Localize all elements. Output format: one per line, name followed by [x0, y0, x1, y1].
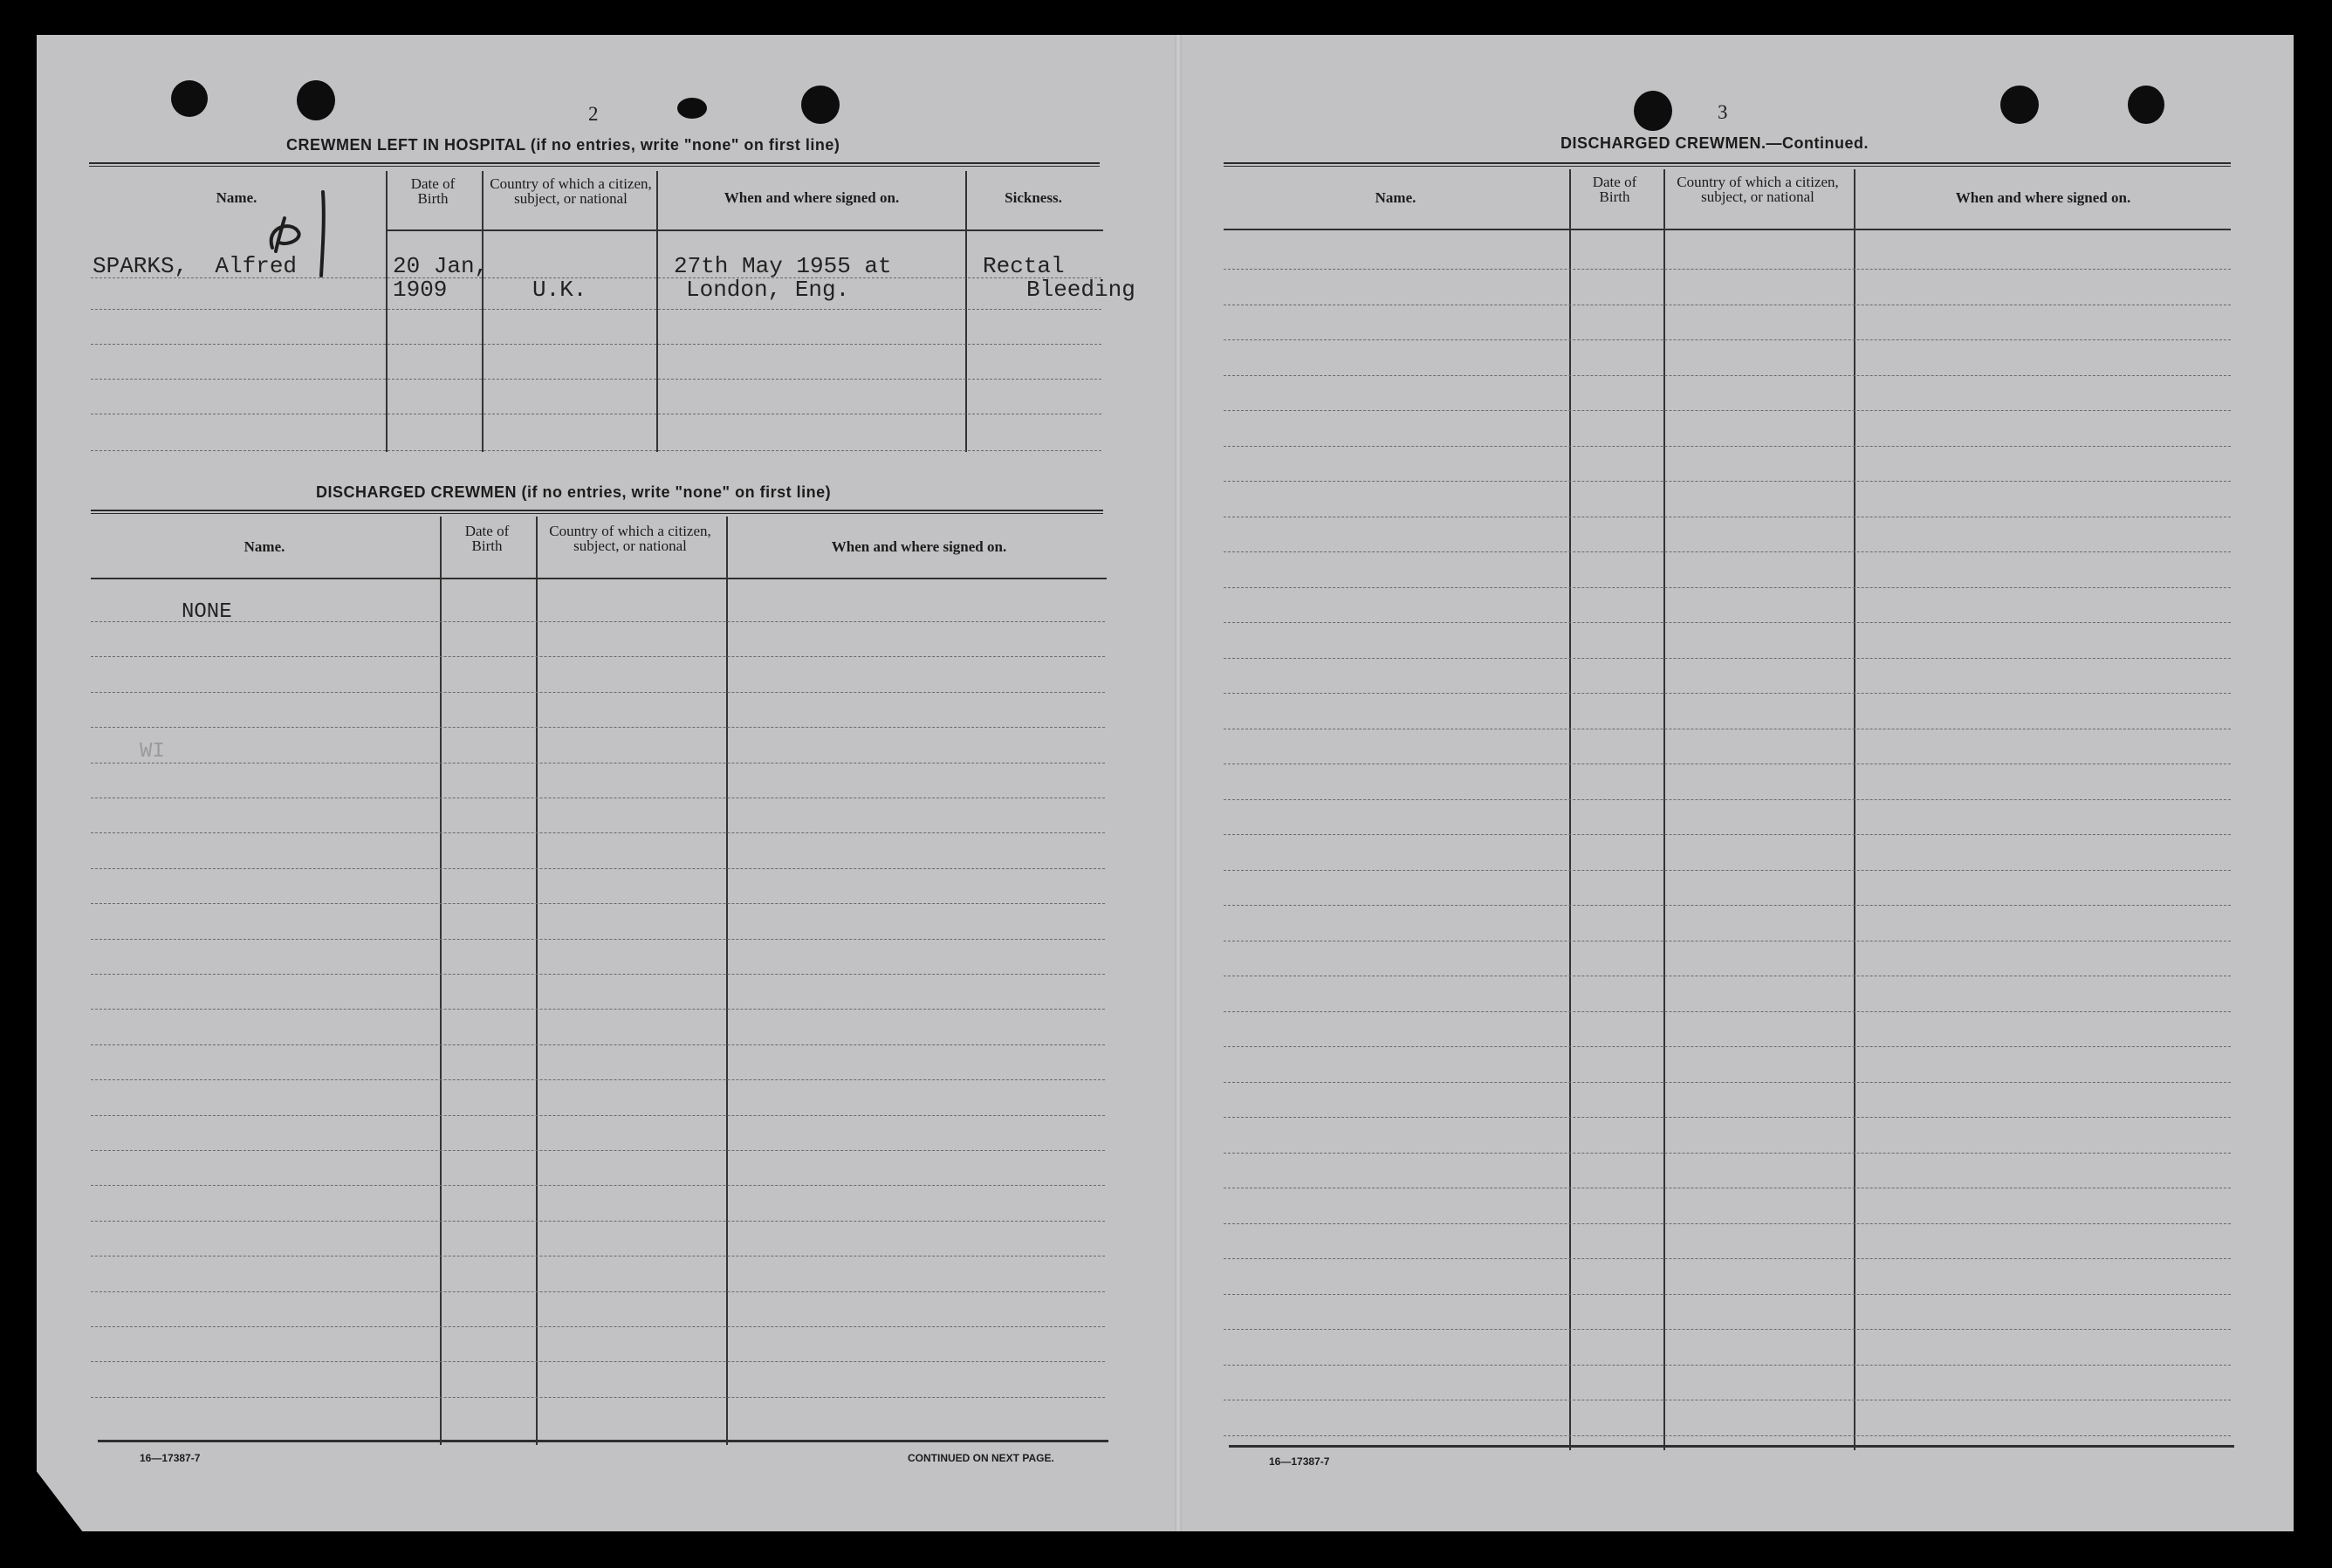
hospital-section-title: CREWMEN LEFT IN HOSPITAL (if no entries, write "none" on first line)	[286, 136, 840, 154]
header-sickness: Sickness.	[1005, 189, 1062, 206]
table-row-line	[1224, 1294, 2231, 1295]
table-row-line	[91, 1326, 1105, 1327]
table-row-line	[1224, 1365, 2231, 1366]
table-row-line	[1224, 1223, 2231, 1224]
crewman-sickness-1: Rectal	[983, 253, 1065, 279]
bottom-rule	[98, 1440, 1108, 1442]
table-row-line	[91, 344, 1101, 345]
table-row-line	[91, 692, 1105, 693]
table-row-line	[1224, 446, 2231, 447]
table-row-line	[91, 868, 1105, 869]
table-row-line	[91, 1291, 1105, 1292]
form-number: 16—17387-7	[140, 1452, 201, 1464]
section-rule	[1224, 162, 2231, 167]
table-row-line	[91, 309, 1101, 310]
discharged-section-title: DISCHARGED CREWMEN (if no entries, write "none" on first line)	[316, 483, 832, 501]
table-row-line	[1224, 799, 2231, 800]
form-number: 16—17387-7	[1269, 1455, 1330, 1468]
page-number: 2	[588, 103, 599, 125]
punch-hole	[171, 80, 208, 117]
header-country: Country of which a citizen, subject, or national	[549, 523, 711, 554]
table-row-line	[1224, 375, 2231, 376]
table-row-line	[91, 1185, 1105, 1186]
right-page	[1178, 35, 2294, 1531]
none-entry: NONE	[182, 600, 232, 624]
page-number: 3	[1718, 101, 1728, 123]
table-row-line	[91, 1221, 1105, 1222]
header-divider	[1224, 229, 2231, 230]
crewman-country: U.K.	[532, 277, 587, 303]
table-row-line	[91, 1361, 1105, 1362]
discharged-continued-title: DISCHARGED CREWMEN.—Continued.	[1560, 134, 1869, 152]
punch-hole	[1634, 91, 1672, 131]
table-row-line	[1224, 1082, 2231, 1083]
column-rule	[482, 171, 484, 452]
table-row-line	[1224, 1046, 2231, 1047]
punch-hole	[801, 86, 840, 124]
header-signed: When and where signed on.	[1955, 189, 2131, 206]
table-row-line	[91, 379, 1101, 380]
table-row-line	[91, 1044, 1105, 1045]
table-row-line	[91, 1079, 1105, 1080]
table-row-line	[1224, 834, 2231, 835]
punch-hole	[677, 98, 707, 119]
table-row-line	[91, 450, 1101, 451]
column-rule	[656, 171, 658, 452]
table-row-line	[1224, 870, 2231, 871]
table-row-line	[1224, 551, 2231, 552]
table-row-line	[1224, 410, 2231, 411]
table-row-line	[1224, 1329, 2231, 1330]
table-row-line	[91, 656, 1105, 657]
crewman-dob-year: 1909	[393, 277, 448, 303]
table-row-line	[1224, 658, 2231, 659]
table-row-line	[1224, 1435, 2231, 1436]
punch-hole	[2000, 86, 2039, 124]
header-country: Country of which a citizen, subject, or national	[490, 175, 652, 207]
table-row-line	[1224, 269, 2231, 270]
table-row-line	[91, 939, 1105, 940]
crewman-signed-date: 27th May 1955 at	[674, 253, 892, 279]
table-row-line	[91, 1115, 1105, 1116]
header-name: Name.	[1375, 189, 1416, 206]
table-row-line	[91, 1397, 1105, 1398]
table-row-line	[91, 832, 1105, 833]
crewman-signed-place: London, Eng.	[686, 277, 850, 303]
crewman-name: SPARKS, Alfred	[93, 253, 298, 279]
section-rule	[89, 162, 1100, 167]
crewman-dob-day: 20 Jan,	[393, 253, 489, 279]
column-rule	[965, 171, 967, 452]
table-row-line	[1224, 1258, 2231, 1259]
header-dob: Date of Birth	[410, 175, 456, 207]
crewman-sickness-2: Bleeding	[1026, 277, 1135, 303]
table-row-line	[1224, 763, 2231, 764]
table-row-line	[91, 903, 1105, 904]
header-name: Name.	[243, 538, 285, 555]
punch-hole	[297, 80, 335, 120]
header-country: Country of which a citizen, subject, or national	[1677, 174, 1839, 205]
header-divider	[91, 578, 1107, 579]
section-rule	[91, 510, 1103, 514]
punch-hole	[2128, 86, 2164, 124]
header-signed: When and where signed on.	[724, 189, 900, 206]
header-signed: When and where signed on.	[831, 538, 1007, 555]
table-row-line	[1224, 481, 2231, 482]
header-dob: Date of Birth	[464, 523, 510, 554]
bottom-rule	[1229, 1445, 2234, 1448]
table-row-line	[91, 974, 1105, 975]
table-row-line	[91, 1150, 1105, 1151]
table-row-line	[1224, 1011, 2231, 1012]
continued-note: CONTINUED ON NEXT PAGE.	[908, 1452, 1054, 1464]
handwritten-annotation	[262, 185, 349, 281]
header-divider	[386, 229, 1103, 231]
table-row-line	[1224, 905, 2231, 906]
table-row-line	[1224, 622, 2231, 623]
table-row-line	[1224, 1153, 2231, 1154]
table-row-line	[91, 1009, 1105, 1010]
page-fold	[1175, 35, 1182, 1531]
table-row-line	[1224, 587, 2231, 588]
header-dob: Date of Birth	[1592, 174, 1637, 205]
table-row-line	[1224, 339, 2231, 340]
column-rule	[386, 171, 388, 452]
header-name: Name.	[216, 189, 257, 206]
table-row-line	[91, 621, 1105, 622]
table-row-line	[1224, 693, 2231, 694]
table-row-line	[91, 727, 1105, 728]
faint-mark: WI	[140, 740, 165, 763]
table-row-line	[1224, 1117, 2231, 1118]
